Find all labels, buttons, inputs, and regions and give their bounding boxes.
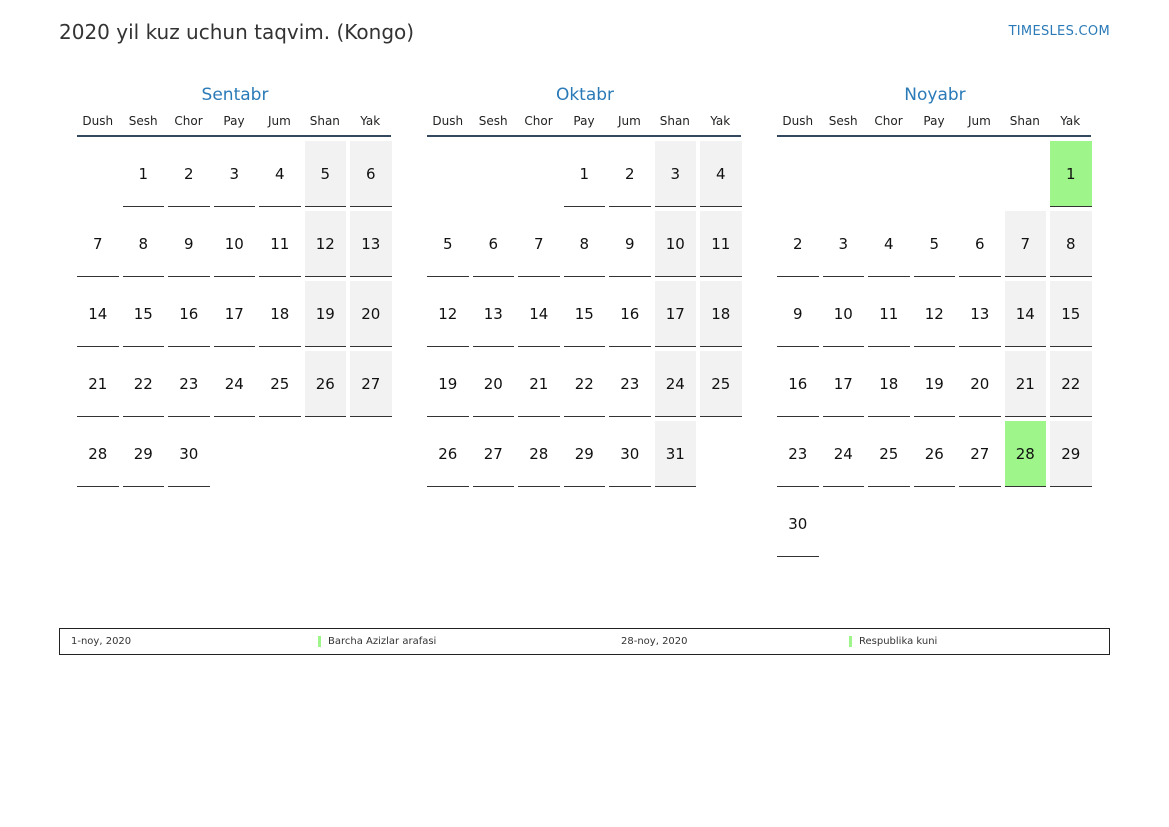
empty-day-cell [77, 141, 119, 206]
legend-date: 1-noy, 2020 [71, 636, 132, 647]
weekday-header [775, 108, 1093, 134]
day-cell: 11 [259, 211, 301, 277]
day-cell: 4 [259, 141, 301, 207]
day-cell: 6 [473, 211, 515, 277]
holiday-day-cell: 1 [1050, 141, 1092, 207]
day-cell: 21 [77, 351, 119, 417]
day-cell: 9 [609, 211, 651, 277]
day-cell: 16 [777, 351, 819, 417]
weekday-label: Sesh [828, 114, 858, 128]
day-cell: 20 [959, 351, 1001, 417]
day-cell: 26 [427, 421, 469, 487]
empty-day-cell [473, 141, 515, 206]
legend-holiday-name: Respublika kuni [849, 636, 937, 647]
weekday-label: Shan [1009, 114, 1040, 128]
day-cell: 30 [609, 421, 651, 487]
weekday-label: Yak [1060, 114, 1081, 128]
day-cell: 7 [77, 211, 119, 277]
day-cell: 8 [564, 211, 606, 277]
weekday-label: Chor [524, 114, 553, 128]
header-rule [777, 135, 1091, 137]
day-cell: 7 [518, 211, 560, 277]
empty-day-cell [914, 141, 956, 206]
month-calendar-noyabr [777, 84, 1093, 557]
day-cell: 22 [123, 351, 165, 417]
empty-day-cell [777, 141, 819, 206]
holiday-legend [59, 628, 1110, 655]
day-cell: 9 [777, 281, 819, 347]
day-cell: 25 [868, 421, 910, 487]
day-cell: 23 [609, 351, 651, 417]
day-cell: 18 [259, 281, 301, 347]
day-cell: 6 [959, 211, 1001, 277]
day-cell: 18 [700, 281, 742, 347]
day-cell: 26 [914, 421, 956, 487]
day-cell: 17 [655, 281, 697, 347]
day-grid [777, 141, 1093, 557]
day-cell: 14 [1005, 281, 1047, 347]
weekday-label: Shan [659, 114, 690, 128]
month-calendar-sentabr [77, 84, 393, 487]
empty-day-cell [959, 141, 1001, 206]
day-cell: 16 [609, 281, 651, 347]
weekday-label: Pay [923, 114, 945, 128]
day-cell: 9 [168, 211, 210, 277]
day-cell: 29 [564, 421, 606, 487]
day-cell: 2 [777, 211, 819, 277]
month-calendar-oktabr [427, 84, 743, 487]
day-cell: 20 [350, 281, 392, 347]
day-cell: 29 [1050, 421, 1092, 487]
day-cell: 22 [1050, 351, 1092, 417]
weekday-header [425, 108, 743, 134]
empty-day-cell [868, 141, 910, 206]
header-rule [427, 135, 741, 137]
day-cell: 27 [473, 421, 515, 487]
day-cell: 24 [823, 421, 865, 487]
day-cell: 3 [823, 211, 865, 277]
empty-day-cell [427, 141, 469, 206]
day-cell: 27 [350, 351, 392, 417]
empty-day-cell [823, 141, 865, 206]
weekday-label: Yak [360, 114, 381, 128]
day-cell: 26 [305, 351, 347, 417]
day-cell: 28 [77, 421, 119, 487]
day-cell: 21 [1005, 351, 1047, 417]
day-cell: 28 [518, 421, 560, 487]
day-cell: 31 [655, 421, 697, 487]
weekday-label: Chor [874, 114, 903, 128]
day-cell: 2 [609, 141, 651, 207]
day-cell: 25 [700, 351, 742, 417]
day-cell: 1 [564, 141, 606, 207]
weekday-label: Shan [309, 114, 340, 128]
day-cell: 10 [655, 211, 697, 277]
day-cell: 12 [305, 211, 347, 277]
day-cell: 5 [305, 141, 347, 207]
legend-holiday-name: Barcha Azizlar arafasi [318, 636, 436, 647]
day-cell: 29 [123, 421, 165, 487]
day-cell: 11 [868, 281, 910, 347]
day-grid [427, 141, 743, 487]
month-name: Oktabr [555, 85, 615, 105]
site-brand-link[interactable]: TIMESLES.COM [1008, 24, 1110, 39]
legend-date: 28-noy, 2020 [621, 636, 688, 647]
day-cell: 14 [77, 281, 119, 347]
month-name: Sentabr [201, 85, 269, 105]
weekday-label: Sesh [128, 114, 158, 128]
day-cell: 23 [777, 421, 819, 487]
day-cell: 8 [123, 211, 165, 277]
day-cell: 3 [214, 141, 256, 207]
day-cell: 5 [914, 211, 956, 277]
day-cell: 17 [214, 281, 256, 347]
day-cell: 30 [777, 491, 819, 557]
day-cell: 18 [868, 351, 910, 417]
weekday-header [75, 108, 393, 134]
day-cell: 4 [700, 141, 742, 207]
day-cell: 19 [427, 351, 469, 417]
weekday-label: Jum [967, 114, 991, 128]
weekday-label: Dush [432, 114, 464, 128]
day-cell: 15 [564, 281, 606, 347]
day-cell: 19 [305, 281, 347, 347]
day-cell: 13 [959, 281, 1001, 347]
month-name: Noyabr [904, 85, 966, 105]
day-cell: 15 [1050, 281, 1092, 347]
day-cell: 23 [168, 351, 210, 417]
day-cell: 6 [350, 141, 392, 207]
day-cell: 27 [959, 421, 1001, 487]
day-cell: 24 [214, 351, 256, 417]
weekday-label: Chor [174, 114, 203, 128]
day-cell: 30 [168, 421, 210, 487]
weekday-label: Jum [267, 114, 291, 128]
day-cell: 12 [914, 281, 956, 347]
day-cell: 1 [123, 141, 165, 207]
header-rule [77, 135, 391, 137]
empty-day-cell [1005, 141, 1047, 206]
day-cell: 17 [823, 351, 865, 417]
day-cell: 3 [655, 141, 697, 207]
weekday-label: Jum [617, 114, 641, 128]
weekday-label: Yak [710, 114, 731, 128]
day-cell: 10 [214, 211, 256, 277]
day-cell: 13 [473, 281, 515, 347]
day-cell: 10 [823, 281, 865, 347]
empty-day-cell [518, 141, 560, 206]
page-title: 2020 yil kuz uchun taqvim. (Kongo) [59, 20, 415, 44]
day-cell: 5 [427, 211, 469, 277]
day-cell: 20 [473, 351, 515, 417]
day-cell: 16 [168, 281, 210, 347]
day-cell: 15 [123, 281, 165, 347]
day-cell: 25 [259, 351, 301, 417]
day-cell: 21 [518, 351, 560, 417]
day-cell: 19 [914, 351, 956, 417]
weekday-label: Sesh [478, 114, 508, 128]
holiday-day-cell: 28 [1005, 421, 1047, 487]
day-cell: 24 [655, 351, 697, 417]
day-cell: 14 [518, 281, 560, 347]
day-cell: 22 [564, 351, 606, 417]
day-cell: 7 [1005, 211, 1047, 277]
weekday-label: Dush [82, 114, 114, 128]
weekday-label: Pay [573, 114, 595, 128]
weekday-label: Pay [223, 114, 245, 128]
weekday-label: Dush [782, 114, 814, 128]
day-cell: 12 [427, 281, 469, 347]
day-cell: 2 [168, 141, 210, 207]
day-cell: 4 [868, 211, 910, 277]
day-cell: 13 [350, 211, 392, 277]
day-cell: 8 [1050, 211, 1092, 277]
day-cell: 11 [700, 211, 742, 277]
day-grid [77, 141, 393, 487]
